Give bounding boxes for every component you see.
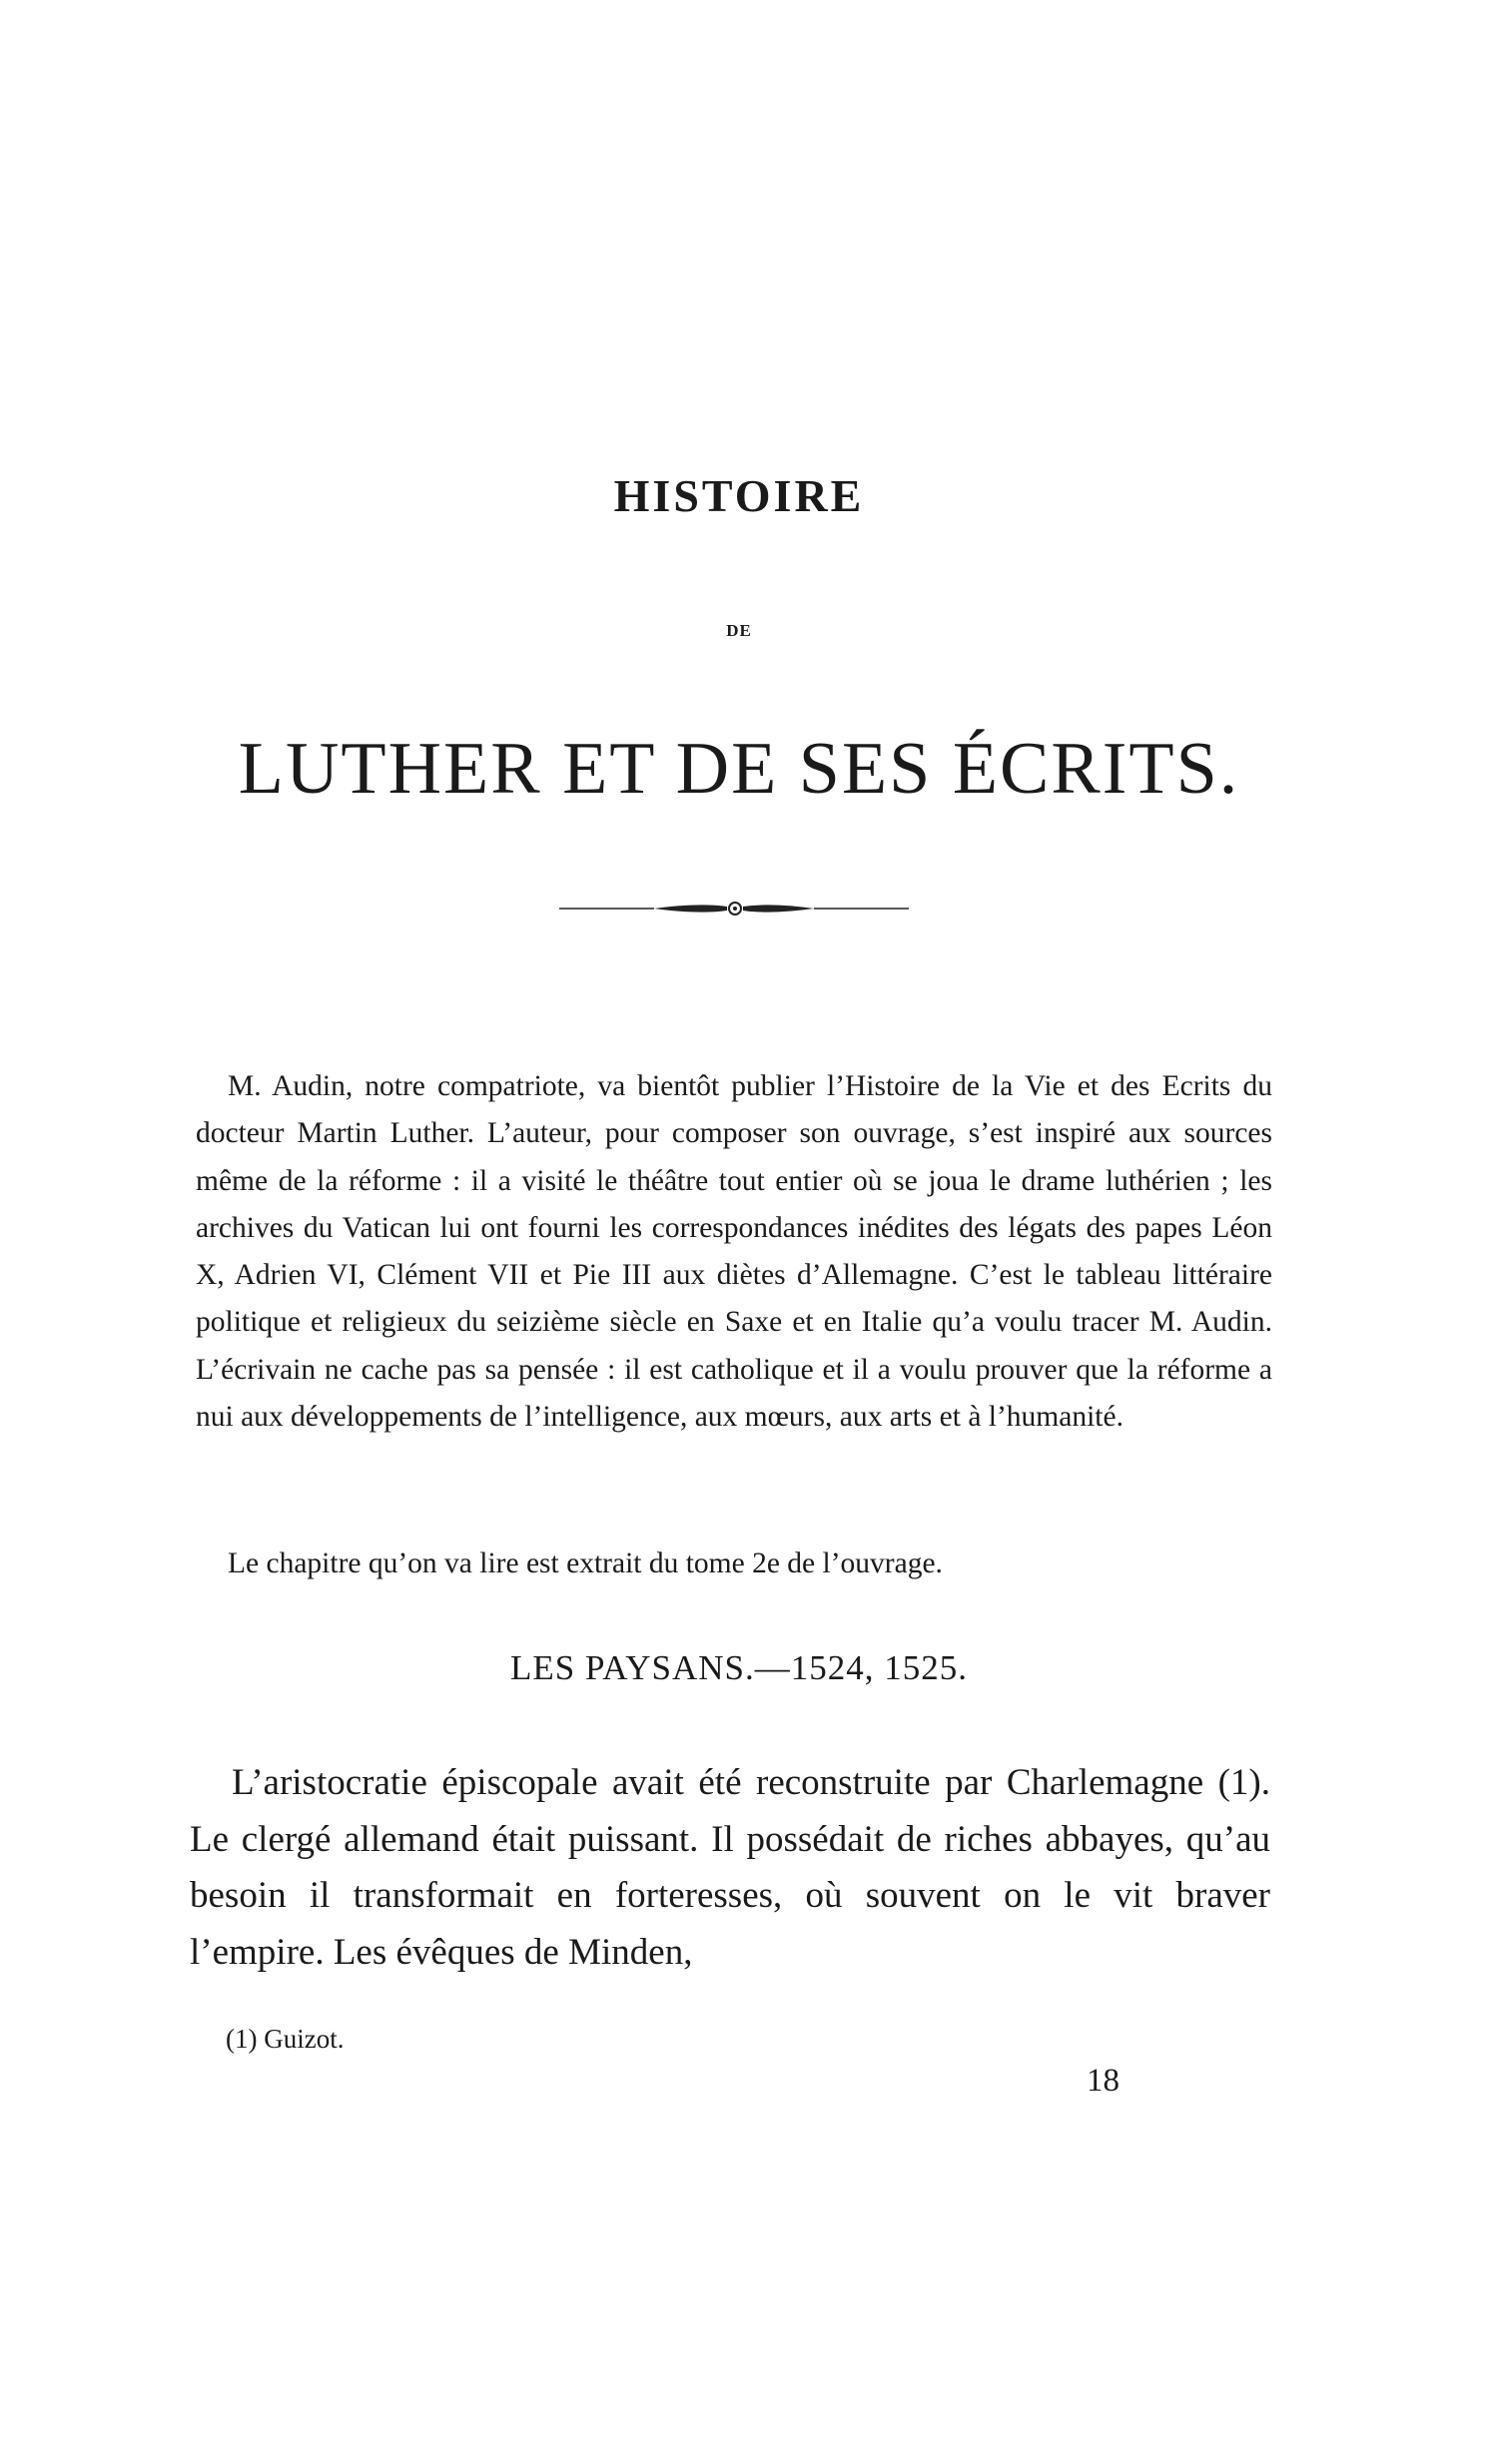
intro-note: Le chapitre qu’on va lire est extrait du tome 2e de l’ouvrage. xyxy=(228,1547,943,1579)
decorative-rule-icon xyxy=(559,894,909,924)
body-paragraph: L’aristocratie épiscopale avait été reconstruite par Charlemagne (1). Le clergé allemand était puissant. Il possédait de riches abbayes, qu’au besoin il transformait en forteresses, où souvent on le vit braver l’empire. Les évêques de Minden, xyxy=(190,1762,1270,1973)
page-subtitle: LUTHER ET DE SES ÉCRITS. xyxy=(238,728,1240,810)
footnote: (1) Guizot. xyxy=(226,2024,345,2054)
intro-paragraph: M. Audin, notre compatriote, va bientôt publier l’Histoire de la Vie et des Ecrits du docteur Martin Luther. L’auteur, pour composer son ouvrage, s’est inspiré aux sources même de la réforme : il a visité le théâtre tout entier où se joua le drame luthérien ; les archives du Vatican lui ont fourni les correspondances inédites des légats des papes Léon X, Adrien VI, Clément VII et Pie III aux diètes d’Allemagne. C’est le tableau littéraire politique et religieux du seizième siècle en Saxe et en Italie qu’a voulu tracer M. Audin. L’écrivain ne cache pas sa pensée : il est catholique et il a voulu prouver que la réforme a nui aux développements de l’intelligence, aux mœurs, aux arts et à l’humanité. xyxy=(196,1070,1272,1434)
title-connector: DE xyxy=(726,621,752,640)
page-number: 18 xyxy=(1087,2063,1120,2099)
page-title: HISTOIRE xyxy=(613,470,865,521)
section-heading: LES PAYSANS.—1524, 1525. xyxy=(509,1648,969,1687)
